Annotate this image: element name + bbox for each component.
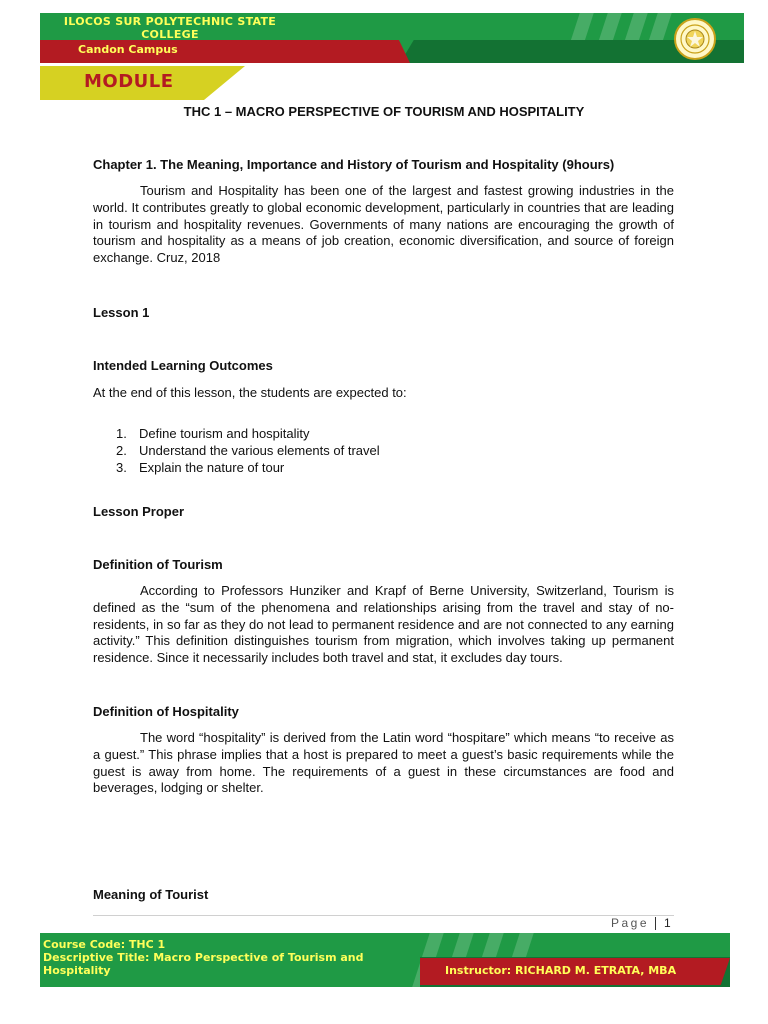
- tourism-definition-heading: Definition of Tourism: [93, 557, 223, 572]
- lesson-proper-heading: Lesson Proper: [93, 504, 185, 519]
- tourist-meaning-heading: Meaning of Tourist: [93, 887, 209, 902]
- hospitality-definition-paragraph: The word “hospitality” is derived from the Latin word “hospitare” which means “to receive as a guest.” This phrase implies that a host is prepared to meet a guest’s basic requirements while the guest is away from home. The requirements of a guest in these circumstances are food and beverages, lodging or shelter.: [93, 730, 674, 796]
- descriptive-title: Descriptive Title: Macro Perspective of Tourism and Hospitality: [43, 951, 364, 977]
- footer-divider: [93, 915, 674, 916]
- list-number: 2.: [116, 442, 127, 458]
- school-name: ILOCOS SUR POLYTECHNIC STATE COLLEGE: [63, 15, 277, 39]
- chapter-heading: Chapter 1. The Meaning, Importance and History of Tourism and Hospitality (9hours): [93, 157, 615, 172]
- list-text: Define tourism and hospitality: [139, 426, 310, 441]
- list-number: 3.: [116, 459, 127, 475]
- list-text: Explain the nature of tour: [139, 459, 285, 475]
- lesson-heading: Lesson 1: [93, 305, 150, 320]
- list-number: 1.: [116, 426, 127, 441]
- list-item: [93, 426, 593, 443]
- page-separator: [655, 917, 656, 930]
- hospitality-definition-heading: Definition of Hospitality: [93, 704, 239, 719]
- document-title: THC 1 – MACRO PERSPECTIVE OF TOURISM AND HOSPITALITY: [183, 104, 585, 119]
- chapter-intro-paragraph: Tourism and Hospitality has been one of the largest and fastest growing industries in the world. It contributes greatly to global economic development, particularly in countries that are leading in tourism and hospitality revenues. Governments of many nations are encouraging the growth of tourism and hospitality as a means of job creation, economic diversification, and source of foreign exchange. Cruz, 2018: [93, 183, 674, 266]
- list-text: Understand the various elements of travel: [139, 442, 380, 458]
- campus-label: Candon Campus: [78, 43, 178, 56]
- page-label: Page: [611, 916, 650, 930]
- instructor-label: Instructor: RICHARD M. ETRATA, MBA: [445, 964, 677, 977]
- outcomes-list: [93, 426, 593, 476]
- list-item: [93, 443, 593, 460]
- module-label: MODULE: [84, 71, 174, 92]
- school-seal-icon: [674, 18, 716, 60]
- ilo-heading: Intended Learning Outcomes: [93, 358, 273, 373]
- page-number: 1: [664, 916, 671, 930]
- ilo-intro: At the end of this lesson, the students are expected to:: [93, 385, 407, 400]
- course-code: Course Code: THC 1: [43, 938, 166, 951]
- course-info: [43, 938, 393, 977]
- list-item: [93, 460, 593, 477]
- tourism-definition-paragraph: According to Professors Hunziker and Krapf of Berne University, Switzerland, Tourism is defined as the “sum of the phenomena and relationships arising from the travel and stay of no-residents, in so far as they do not lead to permanent residence and are not connected to any earning activity.” This definition distinguishes tourism from migration, which involves taking up permanent residence. Since it necessarily includes both travel and stat, it excludes day tours.: [93, 583, 674, 666]
